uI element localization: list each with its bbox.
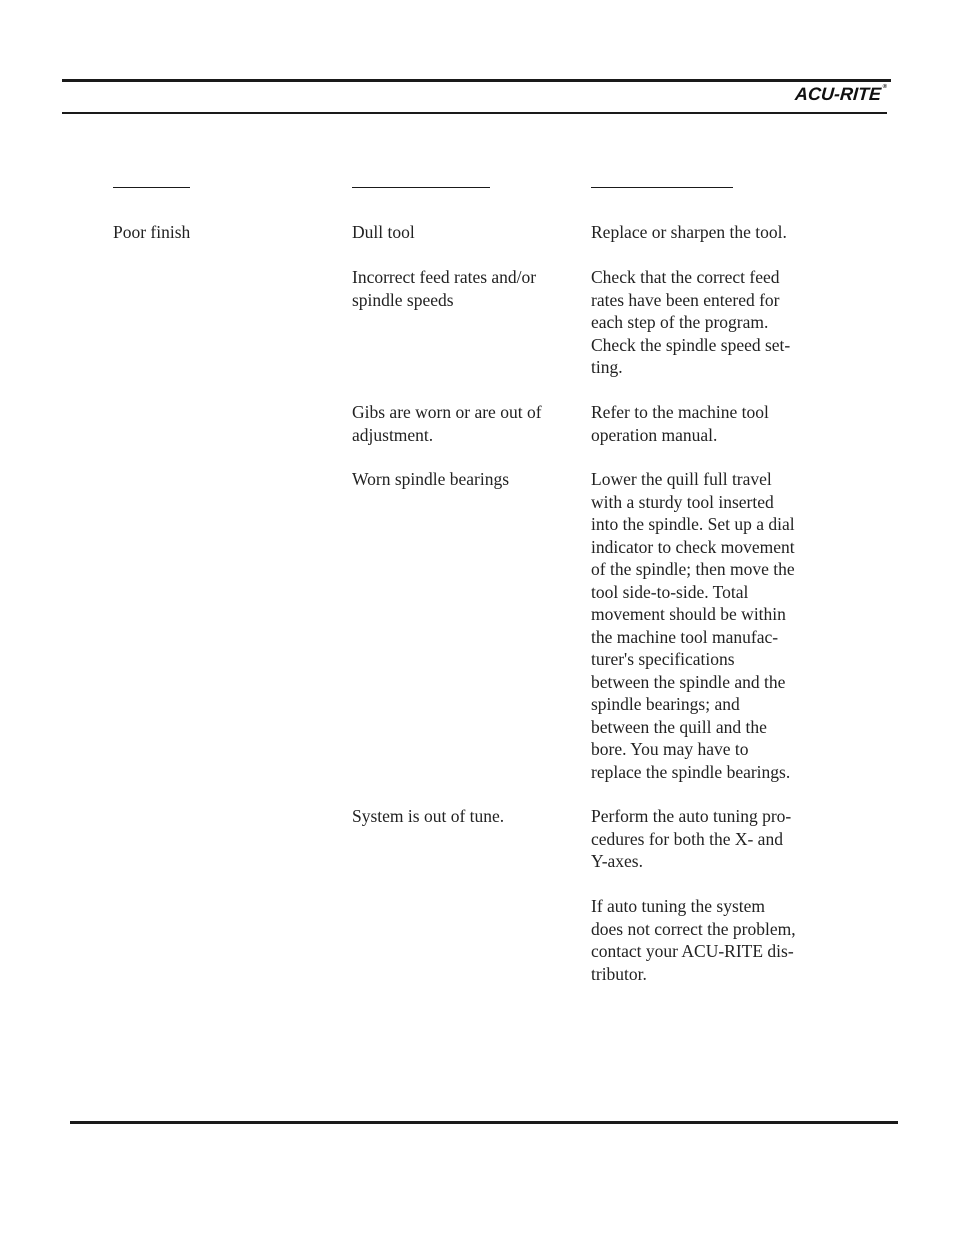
solution-cell-1: Replace or sharpen the tool.	[591, 222, 787, 242]
solution-cell-4: Lower the quill full travel with a sturdy tool inserted into the spindle. Set up a dial indicator to check movement of the spindle; then move the tool side-to-side. Total movement should be within the machine tool manufac- turer's specifications between the spindle and the spindle bearings; and between the quill and the bore. You may have to replace the spindle bearings.	[591, 469, 795, 782]
cause-cell-3: Gibs are worn or are out of adjustment.	[352, 402, 542, 445]
logo-text: ACU-RITE	[793, 84, 882, 104]
cause-cell-5: System is out of tune.	[352, 806, 505, 826]
registered-mark: ®	[881, 84, 887, 90]
problem-cell: Poor finish	[113, 222, 191, 242]
header-rule-bottom	[62, 112, 887, 114]
cause-cell-2: Incorrect feed rates and/or spindle speeds	[352, 267, 537, 310]
solution-cell-3: Refer to the machine tool operation manual.	[591, 402, 769, 445]
cause-cell-4: Worn spindle bearings	[352, 469, 510, 489]
column-header-solution	[591, 174, 733, 188]
header-rule-top	[62, 79, 891, 82]
footer-rule	[70, 1121, 898, 1124]
column-header-problem	[113, 174, 190, 188]
solution-cell-2: Check that the correct feed rates have been entered for each step of the program. Check the spindle speed set- ting.	[591, 267, 791, 377]
acu-rite-logo	[794, 84, 887, 105]
cause-cell-1: Dull tool	[352, 222, 415, 242]
solution-cell-5: Perform the auto tuning pro- cedures for both the X- and Y-axes.	[591, 806, 792, 871]
column-header-cause	[352, 174, 490, 188]
distributor-note: If auto tuning the system does not correct the problem, contact your ACU-RITE dis- tributor.	[591, 896, 796, 984]
